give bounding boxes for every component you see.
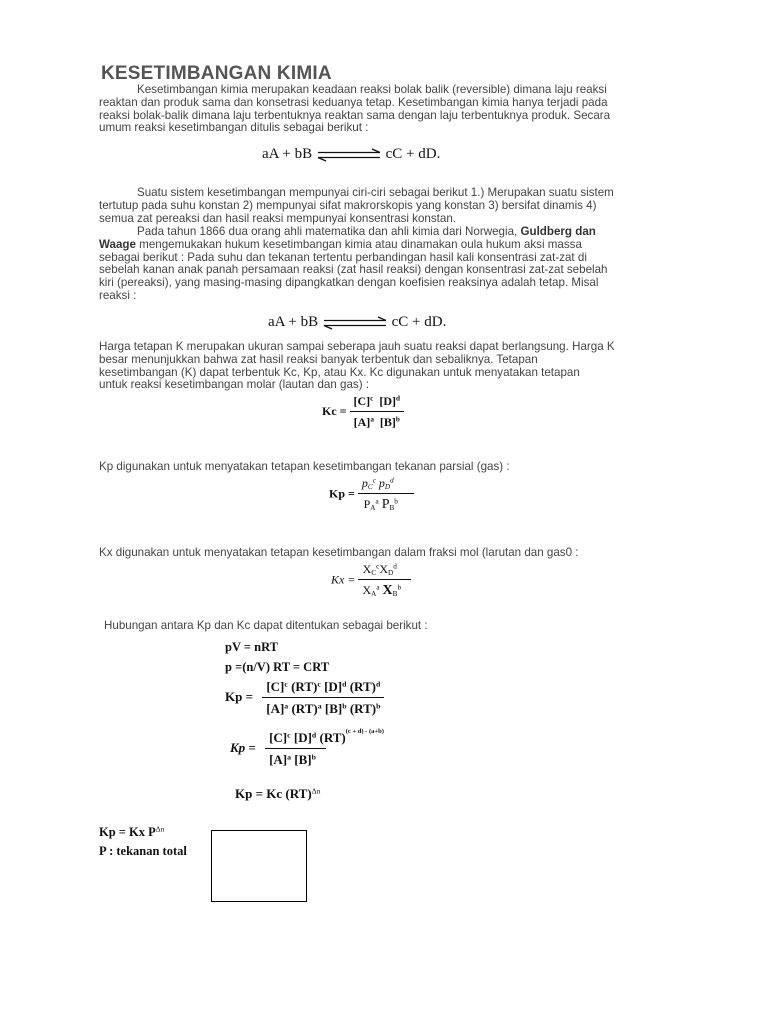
subscript: D [384, 482, 391, 491]
term: P [363, 497, 371, 511]
exponent: d [393, 562, 397, 571]
term: [A] [353, 415, 371, 429]
exponent: d [375, 679, 381, 689]
exponent: a [284, 701, 289, 711]
reaction-equation-2 [268, 314, 446, 331]
text-line: umum reaksi kesetimbangan ditulis sebagai berikut : [99, 121, 369, 135]
term: p [361, 476, 368, 490]
numerator [262, 679, 384, 697]
text-line: reaksi bolak-balik dimana laju terbentuknya reaktan sama dengan laju terbentuknya produk. Secara [99, 108, 611, 122]
products: cC + dD. [385, 146, 441, 162]
term: X [382, 583, 393, 598]
exponent: a [317, 701, 322, 711]
kp-expansion-1 [225, 679, 384, 717]
author-names: Waage [99, 237, 136, 251]
exponent: a [376, 583, 380, 592]
subscript: C [371, 568, 377, 577]
text-line: reaktan dan produk sama dan konsetrasi keduanya tetap. Kesetimbangan kimia hanya terjadi pada [99, 95, 608, 109]
total-pressure-note: P : tekanan total [99, 844, 187, 858]
term: [A] [266, 701, 285, 716]
reactants: aA + bB [262, 146, 313, 162]
page-title: KESETIMBANGAN KIMIA [101, 63, 332, 84]
text-line [99, 239, 608, 252]
ideal-gas-equation: pV = nRT [225, 640, 279, 654]
exponent: b [376, 701, 381, 711]
text-line: Suatu sistem kesetimbangan mempunyai ciri-ciri sebagai berikut 1.) Merupakan suatu sistem [137, 186, 614, 199]
kc-formula [322, 394, 404, 430]
kx-formula [331, 562, 411, 599]
exponent: d [390, 476, 394, 485]
term: (RT) [346, 701, 377, 716]
exponent: a [287, 752, 292, 762]
author-names: Guldberg dan [520, 225, 596, 238]
formula-lhs: Kp = [225, 688, 253, 704]
formula-lhs: Kx = [331, 572, 356, 587]
denominator [262, 697, 384, 717]
term: X [362, 583, 372, 597]
text-line: sebagai berikut : Pada suhu dan tekanan tertentu perbandingan hasil kali konsentrasi zat-zat di [99, 250, 587, 264]
text-line: reaksi : [99, 288, 137, 302]
kp-fraction [358, 476, 414, 513]
text-line: kesetimbangan (K) dapat terbentuk Kc, Kp, atau Kx. Kc digunakan untuk menyatakan tetapan [99, 365, 580, 379]
numerator [265, 730, 388, 748]
exponent: b [397, 583, 402, 592]
text-line: semua zat pereaksi dan hasil reaksi mempunyai konsentrasi konstan. [99, 211, 457, 225]
kc-fraction [350, 394, 405, 430]
denominator [358, 579, 411, 599]
exponent: Δn [311, 786, 321, 796]
text-line: Harga tetapan K merupakan ukuran sampai seberapa jauh suatu reaksi dapat berlangsung. Harga K [99, 340, 615, 353]
kp-fraction [262, 679, 384, 717]
term: Kp = Kc (RT) [235, 786, 312, 801]
term: [C] [269, 730, 288, 745]
exponent: a [375, 497, 379, 506]
denominator [265, 748, 326, 768]
term: P [381, 497, 390, 512]
empty-box [211, 830, 307, 902]
exponent: d [311, 730, 317, 740]
exponent: b [311, 752, 316, 762]
relation-description: Hubungan antara Kp dan Kc dapat ditentukan sebagai berikut : [104, 619, 428, 632]
exponent: b [342, 701, 347, 711]
kp-kx-relation [99, 825, 164, 840]
formula-lhs: Kp = [230, 739, 256, 755]
text-line: kiri (pereaksi), yang masing-masing dipangkatkan dengan koefisien reaksinya adalah tetap. Misal [99, 276, 599, 290]
term: [A] [269, 752, 288, 767]
term: Kp = Kx P [99, 825, 156, 839]
formula-lhs: Kp = [329, 486, 355, 501]
exponent: c [287, 730, 291, 740]
exponent: c [372, 476, 376, 485]
subscript: A [370, 503, 376, 512]
exponent: c [317, 679, 321, 689]
subscript: C [367, 482, 373, 491]
intro-paragraph [99, 84, 610, 135]
kx-description: Kx digunakan untuk menyatakan tetapan kesetimbangan dalam fraksi mol (larutan dan gas0 : [99, 546, 579, 559]
text-span: mengemukakan hukum kesetimbangan kimia atau dinamakan oula hukum aksi massa [135, 237, 582, 251]
exponent: c [370, 394, 374, 403]
kp-kc-relation [235, 786, 321, 802]
numerator [358, 562, 411, 579]
denominator [358, 493, 414, 513]
equilibrium-arrows-icon [316, 148, 382, 162]
mass-action-paragraph [99, 226, 608, 303]
term: (RT) [316, 730, 346, 745]
term: [D] [290, 730, 312, 745]
subscript: A [371, 589, 377, 598]
pressure-equation: p =(n/V) RT = CRT [225, 660, 330, 674]
exponent: b [395, 415, 400, 424]
term: (RT) [287, 679, 318, 694]
term: (RT) [288, 701, 318, 716]
term: [D] [379, 394, 397, 408]
reactants: aA + bB [268, 314, 319, 330]
exponent: a [370, 415, 374, 424]
term: X [362, 562, 372, 576]
term: [B] [291, 752, 312, 767]
subscript: D [388, 568, 394, 577]
text-line: besar menunjukkan bahwa zat hasil reaksi banyak terbentuk dan sebaliknya. Tetapan [99, 352, 538, 366]
exponent: d [396, 394, 401, 403]
products: cC + dD. [391, 314, 447, 330]
kx-fraction [358, 562, 411, 599]
text-line: Kesetimbangan kimia merupakan keadaan reaksi bolak balik (reversible) dimana laju reaksi [137, 83, 607, 96]
reaction-equation-1 [262, 146, 440, 163]
kp-fraction [265, 730, 388, 768]
kp-expansion-2 [230, 730, 388, 768]
text-span: Pada tahun 1866 dua orang ahli matematika dan ahli kimia dari Norwegia, [137, 225, 521, 238]
exponent: (c + d) - (a+b) [345, 728, 384, 735]
exponent: c [376, 562, 380, 571]
term: [B] [321, 701, 343, 716]
text-line: tertutup pada suhu konstan 2) mempunyai sifat makrorskopis yang konstan 3) bersifat dinamis 4) [99, 198, 597, 212]
characteristics-paragraph [99, 187, 614, 225]
formula-lhs: Kc = [322, 403, 347, 418]
numerator [358, 476, 414, 493]
constant-paragraph [99, 341, 615, 392]
exponent: d [342, 679, 347, 689]
exponent: Δn [155, 824, 165, 834]
kp-description: Kp digunakan untuk menyatakan tetapan kesetimbangan tekanan parsial (gas) : [99, 460, 510, 473]
term: [D] [320, 679, 343, 694]
exponent: b [394, 497, 398, 506]
kp-formula [329, 476, 414, 513]
equilibrium-arrows-icon [322, 316, 388, 330]
denominator [350, 411, 405, 430]
exponent: c [284, 679, 288, 689]
text-line: sebelah kanan anak panah persamaan reaksi (zat hasil reaksi) dengan konsentrasi zat-zat sebelah [99, 263, 608, 277]
term: [B] [379, 415, 396, 429]
numerator [350, 394, 405, 411]
term: p [378, 476, 385, 490]
term: [C] [266, 679, 285, 694]
subscript: B [389, 503, 395, 512]
text-line: untuk reaksi kesetimbangan molar (lautan dan gas) : [99, 378, 370, 392]
subscript: B [392, 589, 398, 598]
term: [C] [353, 394, 371, 408]
term: (RT) [346, 679, 376, 694]
term: X [379, 562, 388, 576]
